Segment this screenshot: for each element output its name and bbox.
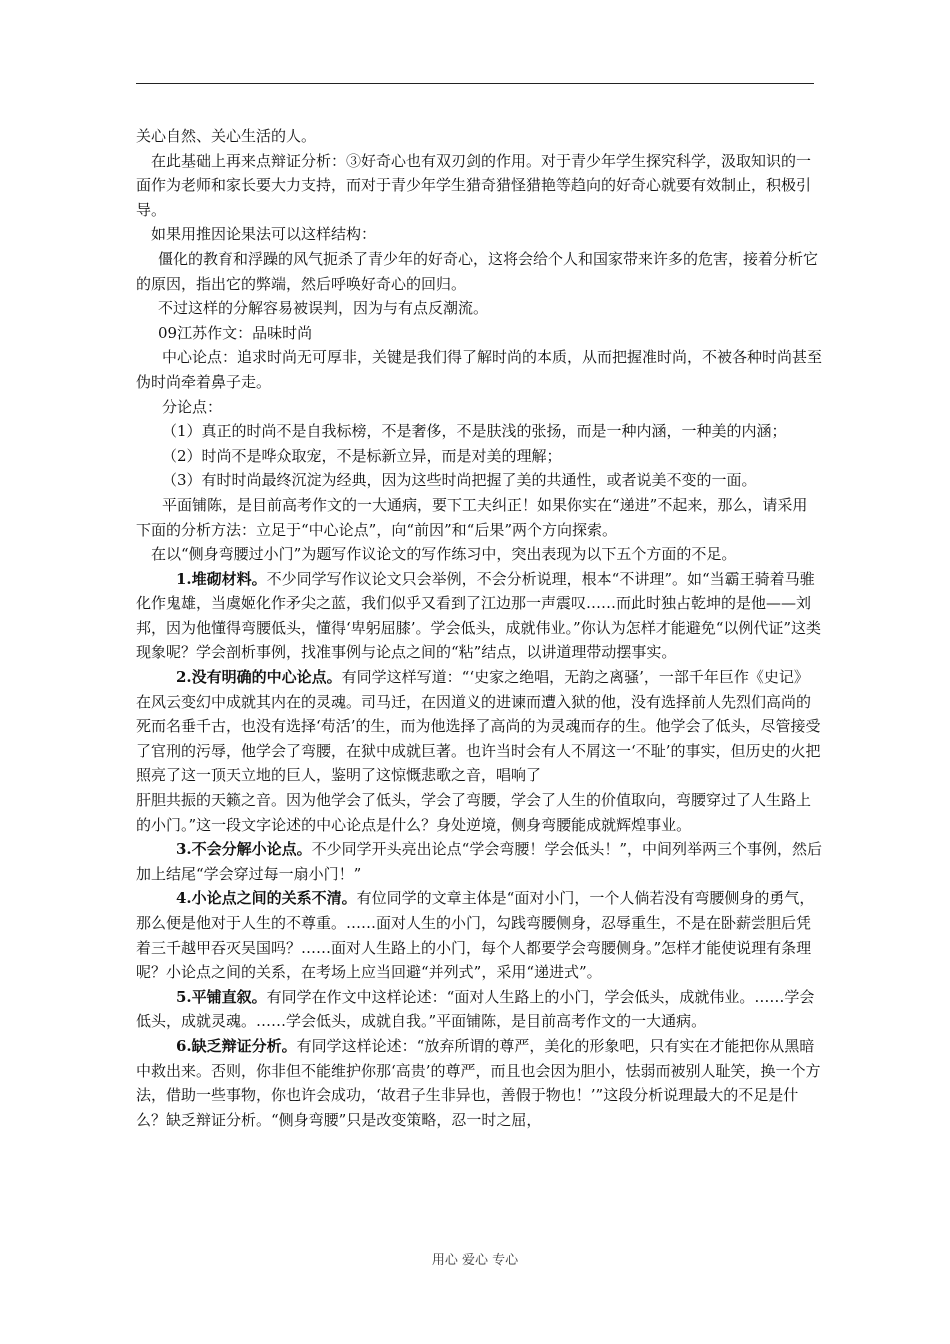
paragraph-text: 有同学这样写道：“‘史家之绝唱，无韵之离骚’，一部千年巨作《史记》在风云变幻中成就其内在的灵魂。司马迁，在因道义的进谏而遭入狱的他，没有选择前人先烈们高尚的死而名垂千古，也没有选择‘苟活’的生，而为他选择了高尚的为灵魂而存的生。他学会了低头，尽管接受了官刑的污辱，他学会了弯腰，在狱中成就巨著。也许当时会有人不屑这一‘不耻’的事实，但历史的火把照亮了这一顶天立地的巨人，鉴明了这惊慨悲歌之音，唱响了 — [136, 668, 821, 785]
paragraph — [136, 665, 822, 788]
paragraph-text: 有同学在作文中这样论述：“面对人生路上的小门，学会低头，成就伟业。……学会低头，成就灵魂。……学会低头，成就自我。”平面铺陈，是目前高考作文的一大通病。 — [136, 987, 815, 1031]
point-heading: 3.不会分解小论点。 — [176, 840, 312, 859]
paragraph-text: 不少同学开头亮出论点“学会弯腰！学会低头！”，中间列举两三个事例，然后加上结尾“学会穿过每一扇小门！” — [136, 840, 823, 883]
point-heading: 4.小论点之间的关系不清。 — [176, 889, 357, 908]
paragraph: （3）有时时尚最终沉淀为经典，因为这些时尚把握了美的共通性，或者说美不变的一面。 — [162, 471, 757, 490]
paragraph: 肝胆共振的天籁之音。因为他学会了低头，学会了弯腰，学会了人生的价值取向，弯腰穿过了人生路上的小门。”这一段文字论述的中心论点是什么？身处逆境，侧身弯腰能成就辉煌事业。 — [136, 791, 812, 834]
paragraph: 中心论点：追求时尚无可厚非，关键是我们得了解时尚的本质，从而把握准时尚，不被各种时尚甚至伪时尚牵着鼻子走。 — [136, 348, 823, 391]
point-heading: 5.平铺直叙。 — [176, 987, 267, 1006]
paragraph: 09江苏作文：品味时尚 — [158, 323, 313, 342]
paragraph: （1）真正的时尚不是自我标榜，不是奢侈，不是肤浅的张扬，而是一种内涵，一种美的内涵； — [162, 422, 787, 441]
paragraph-text: 不少同学写作议论文只会举例，不会分析说理，根本“不讲理”。如“当霸王骑着马骓化作鬼雄，当虞姬化作矛尖之蓝，我们似乎又看到了江边那一声震叹……而此时独占乾坤的是他——刘邦，因为他懂得弯腰低头，懂得‘卑躬屈膝’。学会低头，成就伟业。”你认为怎样才能避免“以例代证”这类现象呢？学会剖析事例，找准事例与论点之间的“粘”结点，以讲道理带动摆事实。 — [136, 569, 822, 662]
paragraph: 在此基础上再来点辩证分析：③好奇心也有双刃剑的作用。对于青少年学生探究科学，汲取知识的一面作为老师和家长要大力支持，而对于青少年学生猎奇猎怪猎艳等趋向的好奇心就要有效制止，积极引导。 — [136, 151, 812, 219]
document-body — [136, 124, 822, 1132]
header-rule — [136, 83, 814, 84]
paragraph — [136, 837, 822, 886]
paragraph: 分论点： — [162, 397, 223, 416]
paragraph-text: 有同学这样论述：“放弃所谓的尊严，美化的形象吧，只有实在才能把你从黑暗中救出来。否则，你非但不能维护你那‘高贵’的尊严，而且也会因为胆小，怯弱而被别人耻笑，换一个方法，借助一些事物，你也许会成功，‘故君子生非异也，善假于物也！’”这段分析说理最大的不足是什么？缺乏辩证分析。“侧身弯腰”只是改变策略，忍一时之屈， — [136, 1036, 821, 1129]
point-heading: 6.缺乏辩证分析。 — [176, 1036, 297, 1055]
paragraph: 平面铺陈，是目前高考作文的一大通病，要下工夫纠正！如果你实在“递进”不起来，那么，请采用下面的分析方法：立足于“中心论点”，向“前因”和“后果”两个方向探索。 — [136, 495, 808, 539]
point-heading: 1.堆砌材料。 — [176, 569, 267, 588]
paragraph — [136, 567, 822, 665]
paragraph: 如果用推因论果法可以这样结构： — [151, 225, 377, 244]
paragraph: （2）时尚不是哗众取宠，不是标新立异，而是对美的理解； — [162, 446, 562, 465]
page-footer: 用心 爱心 专心 — [431, 1253, 519, 1268]
paragraph — [136, 886, 822, 984]
paragraph: 僵化的教育和浮躁的风气扼杀了青少年的好奇心，这将会给个人和国家带来许多的危害，接着分析它的原因，指出它的弊端，然后呼唤好奇心的回归。 — [136, 249, 819, 293]
paragraph — [136, 985, 822, 1034]
paragraph: 不过这样的分解容易被误判，因为与有点反潮流。 — [158, 299, 489, 318]
paragraph: 关心自然、关心生活的人。 — [136, 127, 317, 145]
paragraph-text: 有位同学的文章主体是“面对小门，一个人倘若没有弯腰侧身的勇气，那么便是他对于人生的不尊重。……面对人生的小门，勾践弯腰侧身，忍辱重生，不是在卧薪尝胆后凭着三千越甲吞灭吴国吗？……面对人生路上的小门，每个人都要学会弯腰侧身。”怎样才能使说理有条理呢？小论点之间的关系，在考场上应当回避“并列式”，采用“递进式”。 — [136, 889, 815, 982]
paragraph — [136, 1034, 822, 1132]
point-heading: 2.没有明确的中心论点。 — [176, 668, 342, 687]
paragraph: 在以“侧身弯腰过小门”为题写作议论文的写作练习中，突出表现为以下五个方面的不足。 — [151, 545, 737, 564]
